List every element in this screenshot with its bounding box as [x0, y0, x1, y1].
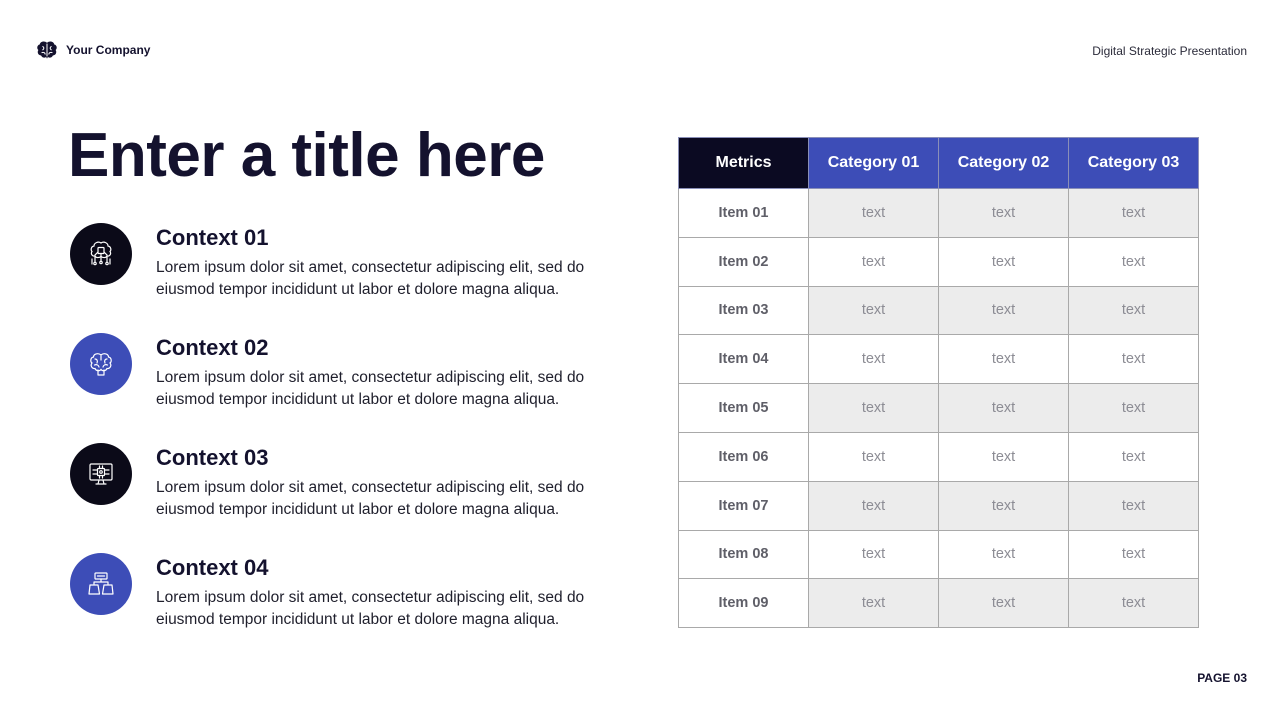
table-row — [679, 481, 1199, 530]
table-cell: text — [809, 335, 939, 384]
table-cell: text — [809, 481, 939, 530]
page-title: Enter a title here — [68, 121, 545, 190]
context-icon-circle — [70, 443, 132, 505]
table-cell: text — [1069, 189, 1199, 238]
column-header-category: Category 01 — [809, 138, 939, 189]
column-header-metrics: Metrics — [679, 138, 809, 189]
row-label: Item 05 — [679, 384, 809, 433]
metrics-table — [678, 137, 1199, 628]
table-cell: text — [1069, 530, 1199, 579]
table-row — [679, 286, 1199, 335]
table-cell: text — [939, 189, 1069, 238]
table-cell: text — [939, 432, 1069, 481]
row-label: Item 06 — [679, 432, 809, 481]
row-label: Item 03 — [679, 286, 809, 335]
context-item-01 — [70, 223, 630, 313]
presentation-label: Digital Strategic Presentation — [1092, 44, 1247, 58]
row-label: Item 09 — [679, 579, 809, 628]
context-heading: Context 02 — [156, 335, 269, 360]
table-cell: text — [939, 286, 1069, 335]
context-icon-circle — [70, 553, 132, 615]
table-cell: text — [809, 579, 939, 628]
brain-logo-icon — [36, 40, 58, 60]
context-item-03 — [70, 443, 630, 533]
table-row — [679, 530, 1199, 579]
circuit-brain-icon — [85, 238, 117, 270]
context-body: Lorem ipsum dolor sit amet, consectetur adipiscing elit, sed do eiusmod tempor incididunt ut labor et dolore magna aliqua. — [156, 589, 585, 628]
context-body: Lorem ipsum dolor sit amet, consectetur adipiscing elit, sed do eiusmod tempor incididunt ut labor et dolore magna aliqua. — [156, 479, 585, 518]
table-cell: text — [939, 579, 1069, 628]
table-cell: text — [809, 286, 939, 335]
company-name: Your Company — [66, 43, 151, 57]
table-cell: text — [1069, 579, 1199, 628]
context-body: Lorem ipsum dolor sit amet, consectetur adipiscing elit, sed do eiusmod tempor incididunt ut labor et dolore magna aliqua. — [156, 369, 585, 408]
table-row — [679, 335, 1199, 384]
table-cell: text — [809, 237, 939, 286]
table-cell: text — [1069, 286, 1199, 335]
context-body: Lorem ipsum dolor sit amet, consectetur adipiscing elit, sed do eiusmod tempor incididunt ut labor et dolore magna aliqua. — [156, 259, 585, 298]
table-row — [679, 189, 1199, 238]
table-header-row — [679, 138, 1199, 189]
brain-icon — [85, 348, 117, 380]
table-cell: text — [1069, 237, 1199, 286]
table-cell: text — [809, 530, 939, 579]
context-heading: Context 03 — [156, 445, 269, 470]
table-cell: text — [1069, 384, 1199, 433]
table-cell: text — [939, 530, 1069, 579]
table-cell: text — [809, 189, 939, 238]
table-row — [679, 237, 1199, 286]
context-icon-circle — [70, 333, 132, 395]
column-header-category: Category 03 — [1069, 138, 1199, 189]
monitor-chip-icon — [85, 458, 117, 490]
column-header-category: Category 02 — [939, 138, 1069, 189]
table-cell: text — [1069, 481, 1199, 530]
row-label: Item 04 — [679, 335, 809, 384]
page-number: PAGE 03 — [1197, 671, 1247, 685]
table-cell: text — [939, 481, 1069, 530]
table-cell: text — [809, 384, 939, 433]
context-heading: Context 04 — [156, 555, 269, 580]
table-cell: text — [939, 335, 1069, 384]
network-diagram-icon — [85, 568, 117, 600]
context-item-02 — [70, 333, 630, 423]
table-row — [679, 384, 1199, 433]
brand — [36, 40, 150, 60]
table-cell: text — [1069, 335, 1199, 384]
table-row — [679, 579, 1199, 628]
row-label: Item 01 — [679, 189, 809, 238]
table-cell: text — [939, 384, 1069, 433]
table-cell: text — [809, 432, 939, 481]
table-cell: text — [939, 237, 1069, 286]
table-row — [679, 432, 1199, 481]
row-label: Item 08 — [679, 530, 809, 579]
table-cell: text — [1069, 432, 1199, 481]
row-label: Item 02 — [679, 237, 809, 286]
context-icon-circle — [70, 223, 132, 285]
context-item-04 — [70, 553, 630, 643]
context-heading: Context 01 — [156, 225, 269, 250]
row-label: Item 07 — [679, 481, 809, 530]
